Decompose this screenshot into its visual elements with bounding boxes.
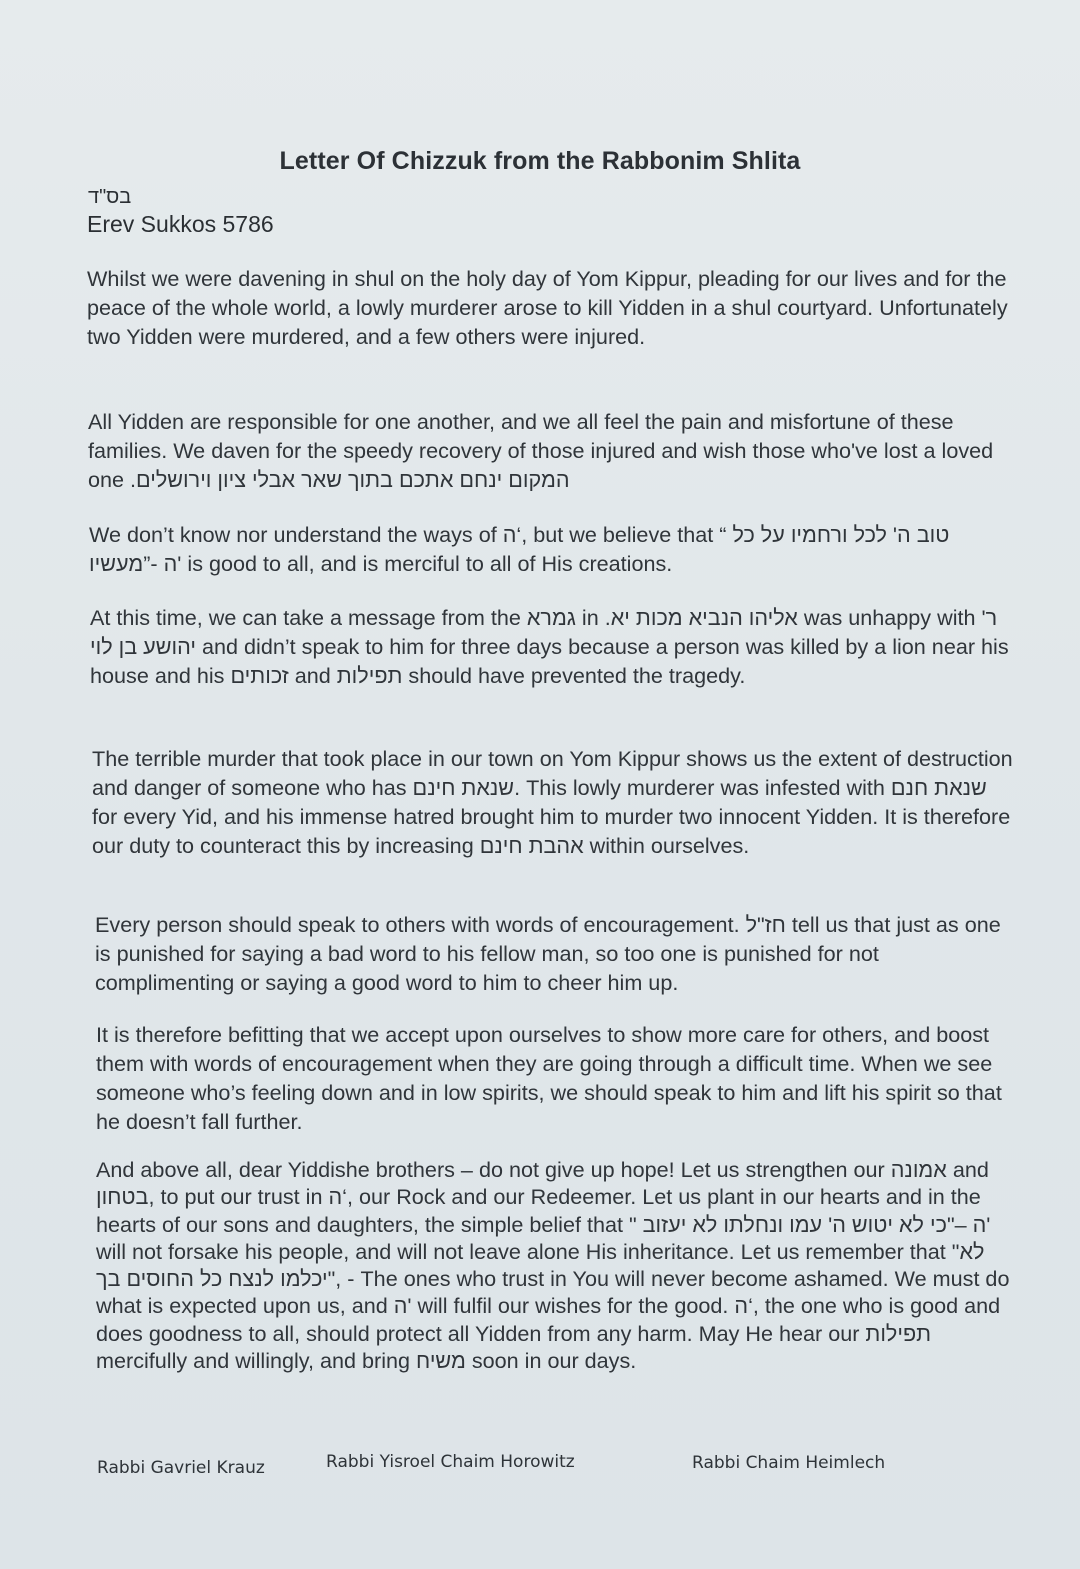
paragraph-4-hebrew-3: אליהו הנביא (688, 605, 798, 630)
paragraph-8-hebrew-4: כי לא יטוש ה' עמו ונחלתו לא יעזוב (642, 1211, 947, 1237)
paragraph-8-hebrew-10: משיח (416, 1348, 466, 1374)
paragraph-4-text-b: in (575, 605, 605, 630)
letter-date: Erev Sukkos 5786 (87, 211, 274, 237)
paragraph-4-text-e: and didn’t speak to him for three days because a person was killed by a lion near his house and his (90, 634, 1009, 688)
paragraph-2 (88, 407, 1010, 494)
paragraph-6-text-a: Every person should speak to others with words of encouragement. (95, 912, 746, 937)
paragraph-4 (90, 603, 1012, 690)
paragraph-5-hebrew-3: אהבת חינם (479, 833, 584, 858)
paragraph-4-hebrew-2: מכות יא. (604, 605, 683, 630)
paragraph-5 (92, 744, 1014, 860)
paragraph-8-text-j: mercifully and willingly, and bring (96, 1348, 417, 1374)
paragraph-5-text-b: . This lowly murderer was infested with (514, 775, 891, 800)
paragraph-5-hebrew-1: שנאת חינם (412, 775, 515, 800)
paragraph-8-text-e: "– (946, 1211, 973, 1237)
signature-2: Rabbi Yisroel Chaim Horowitz (326, 1452, 575, 1472)
paragraph-3-hebrew-2: טוב ה' לכל ורחמיו על כל מעשיו (89, 522, 950, 576)
paragraph-8-text-d: , our Rock and our Redeemer. Let us plant in our hearts and in the hearts of our sons and daughters, the simple belief that " (96, 1184, 981, 1237)
paragraph-6-text-b: tell us that just as one is punished for saying a bad word to his fellow man, so too one is punished for not complimenting or saying a good word to him to cheer him up. (95, 912, 1001, 995)
paragraph-8-hebrew-1: אמונה (890, 1157, 947, 1182)
paragraph-8-text-f: will not forsake his people, and will not leave alone His inheritance. Let us remember that " (96, 1238, 960, 1264)
paragraph-7: It is therefore befitting that we accept upon ourselves to show more care for others, and boost them with words of encouragement when they are going through a difficult time. When we see someone who’s feeling down and in low spirits, we should speak to him and lift his spirit so that he doesn’t fall further. (96, 1022, 1002, 1134)
signature-block (0, 1452, 1080, 1482)
paragraph-5-text-a: The terrible murder that took place in our town on Yom Kippur shows us the extent of destruction and danger of someone who has (92, 746, 1013, 800)
paragraph-3-hebrew-1: ‘ה (502, 522, 522, 547)
paragraph-8-hebrew-3: ‘ה (328, 1184, 347, 1210)
paragraph-4-hebrew-5: זכותים (230, 663, 289, 688)
paragraph-4-text-d: was unhappy with (797, 605, 982, 630)
paragraph-8-hebrew-2: בטחון (96, 1184, 149, 1210)
paragraph-3-text-c: ”- (143, 551, 164, 576)
paragraph-4-hebrew-1: גמרא (526, 605, 576, 630)
paragraph-4-text-f: and (288, 663, 337, 688)
paragraph-3-hebrew-3: 'ה (163, 551, 182, 576)
paragraph-6-hebrew-1: חז"ל (745, 912, 786, 937)
paragraph-5-text-d: within ourselves. (583, 833, 750, 858)
paragraph-3-text-d: is good to all, and is merciful to all of His creations. (181, 551, 673, 576)
paragraph-8-hebrew-9: תפילות (865, 1320, 932, 1346)
paragraph-8-text-k: soon in our days. (465, 1348, 637, 1374)
paragraph-8-text-g: ", - The ones who trust in You will never become ashamed. We must do what is expected upon us, and (96, 1266, 1010, 1319)
paragraph-8-text-c: , to put our trust in (148, 1184, 329, 1210)
paragraph-5-hebrew-2: שנאת חנם (890, 775, 987, 800)
paragraph-4-hebrew-4: ר' יהושע בן לוי (90, 605, 998, 659)
paragraph-5-text-c: for every Yid, and his immense hatred brought him to murder two innocent Yidden. It is therefore our duty to counteract this by increasing (92, 804, 1011, 858)
paragraph-2-hebrew: המקום ינחם אתכם בתוך שאר אבלי ציון וירושלים. (130, 467, 570, 492)
paragraph-8-hebrew-8: ‘ה (734, 1293, 753, 1319)
paragraph-8-hebrew-7: 'ה (393, 1293, 412, 1319)
paragraph-1: Whilst we were davening in shul on the holy day of Yom Kippur, pleading for our lives and for the peace of the whole world, a lowly murderer arose to kill Yidden in a shul courtyard. Unfortunately two Yidden were murdered, and a few others were injured. (87, 266, 1008, 349)
paragraph-8-text-b: and (946, 1157, 989, 1182)
paragraph-2-text: All Yidden are responsible for one another, and we all feel the pain and misfortune of these families. We daven for the speedy recovery of those injured and wish those who've lost a loved one (88, 409, 994, 492)
paragraph-4-text-g: should have prevented the tragedy. (402, 663, 746, 688)
paragraph-8-hebrew-5: 'ה (972, 1211, 991, 1237)
paragraph-3-text-b: , but we believe that “ (521, 522, 733, 547)
signature-1: Rabbi Gavriel Krauz (97, 1458, 265, 1478)
paragraph-4-hebrew-6: תפילות (336, 663, 403, 688)
paragraph-3-text-a: We don’t know nor understand the ways of (89, 522, 503, 547)
paragraph-8 (96, 1156, 1018, 1374)
paragraph-8-hebrew-6: לא יכלמו לנצח כל החוסים בך (96, 1238, 985, 1292)
paragraph-6 (95, 910, 1017, 997)
paragraph-8-text-h: will fulfil our wishes for the good. (411, 1293, 735, 1319)
paragraph-3 (89, 520, 1011, 578)
letter-title: Letter Of Chizzuk from the Rabbonim Shlita (279, 147, 801, 175)
signature-3: Rabbi Chaim Heimlech (692, 1453, 886, 1473)
paragraph-4-text-a: At this time, we can take a message from the (90, 605, 527, 630)
bsd-header: בס"ד (88, 186, 132, 208)
paragraph-8-text-i: , the one who is good and does goodness to all, should protect all Yidden from any harm. May He hear our (96, 1293, 1001, 1346)
paragraph-8-text-a: And above all, dear Yiddishe brothers – do not give up hope! Let us strengthen our (96, 1157, 891, 1182)
